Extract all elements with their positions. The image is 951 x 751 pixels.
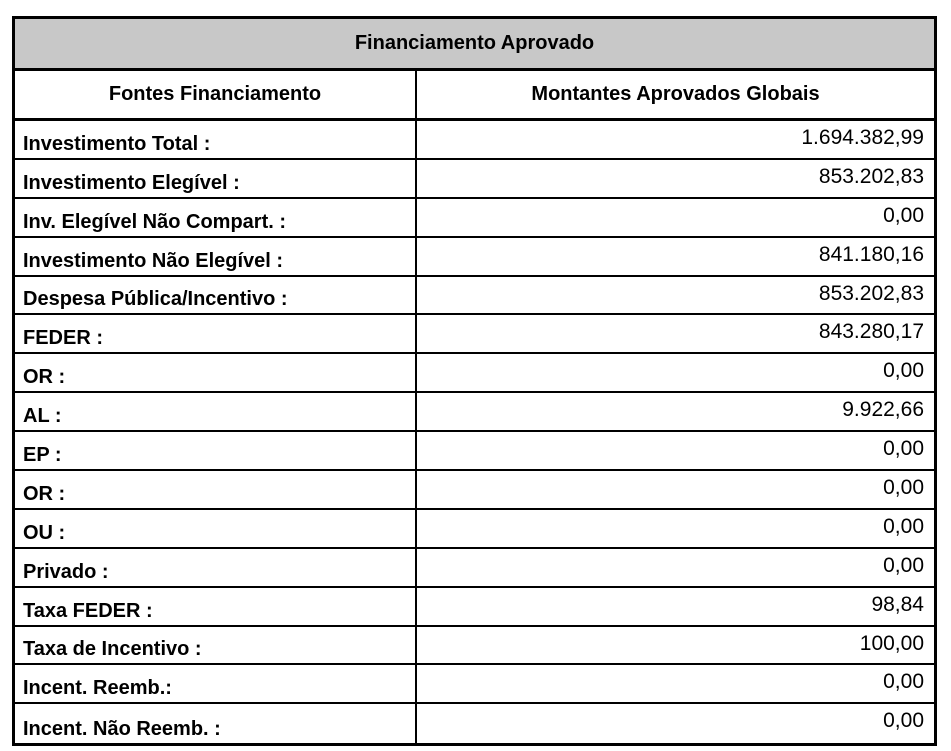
- row-label: Taxa de Incentivo :: [15, 627, 417, 664]
- row-label: Incent. Reemb.:: [15, 665, 417, 702]
- table-body: [15, 121, 934, 743]
- table-title: Financiamento Aprovado: [15, 19, 934, 71]
- row-value: 1.694.382,99: [801, 126, 924, 149]
- row-label: OR :: [15, 354, 417, 391]
- table-row: [15, 432, 934, 471]
- table-row: [15, 393, 934, 432]
- row-value: 0,00: [883, 514, 924, 538]
- row-label: Investimento Total :: [15, 121, 417, 158]
- table-row: [15, 315, 934, 354]
- row-value: 0,00: [883, 670, 924, 694]
- row-label: FEDER :: [15, 315, 417, 352]
- row-value: 0,00: [883, 476, 924, 500]
- row-value: 843.280,17: [818, 320, 924, 344]
- header-amounts: Montantes Aprovados Globais: [531, 83, 820, 105]
- financing-table: [12, 16, 937, 746]
- table-row: [15, 471, 934, 510]
- row-label: OR :: [15, 471, 417, 508]
- row-value: 98,84: [871, 592, 924, 616]
- row-value: 9.922,66: [842, 398, 924, 422]
- table-row: [15, 199, 934, 238]
- header-row: [15, 71, 934, 121]
- row-label: Despesa Pública/Incentivo :: [15, 277, 417, 314]
- row-label: Investimento Não Elegível :: [15, 238, 417, 275]
- row-value: 0,00: [883, 359, 924, 383]
- row-value: 0,00: [883, 553, 924, 577]
- table-row: [15, 354, 934, 393]
- table-row: [15, 121, 934, 160]
- row-value: 853.202,83: [818, 281, 924, 305]
- table-row: [15, 277, 934, 316]
- row-label: Incent. Não Reemb. :: [15, 704, 417, 743]
- row-label: Investimento Elegível :: [15, 160, 417, 197]
- table-row: [15, 160, 934, 199]
- table-row: [15, 238, 934, 277]
- row-value: 841.180,16: [818, 242, 924, 266]
- row-label: Taxa FEDER :: [15, 588, 417, 625]
- row-label: OU :: [15, 510, 417, 547]
- table-row: [15, 549, 934, 588]
- row-label: Privado :: [15, 549, 417, 586]
- row-value: 0,00: [883, 203, 924, 227]
- table-row: [15, 665, 934, 704]
- row-value: 853.202,83: [818, 164, 924, 188]
- table-row: [15, 627, 934, 666]
- row-label: Inv. Elegível Não Compart. :: [15, 199, 417, 236]
- row-label: EP :: [15, 432, 417, 469]
- row-value: 0,00: [883, 437, 924, 461]
- row-value: 0,00: [883, 709, 924, 733]
- header-sources: Fontes Financiamento: [15, 71, 417, 118]
- table-row: [15, 588, 934, 627]
- table-row: [15, 704, 934, 743]
- row-value: 100,00: [859, 631, 924, 655]
- row-label: AL :: [15, 393, 417, 430]
- table-row: [15, 510, 934, 549]
